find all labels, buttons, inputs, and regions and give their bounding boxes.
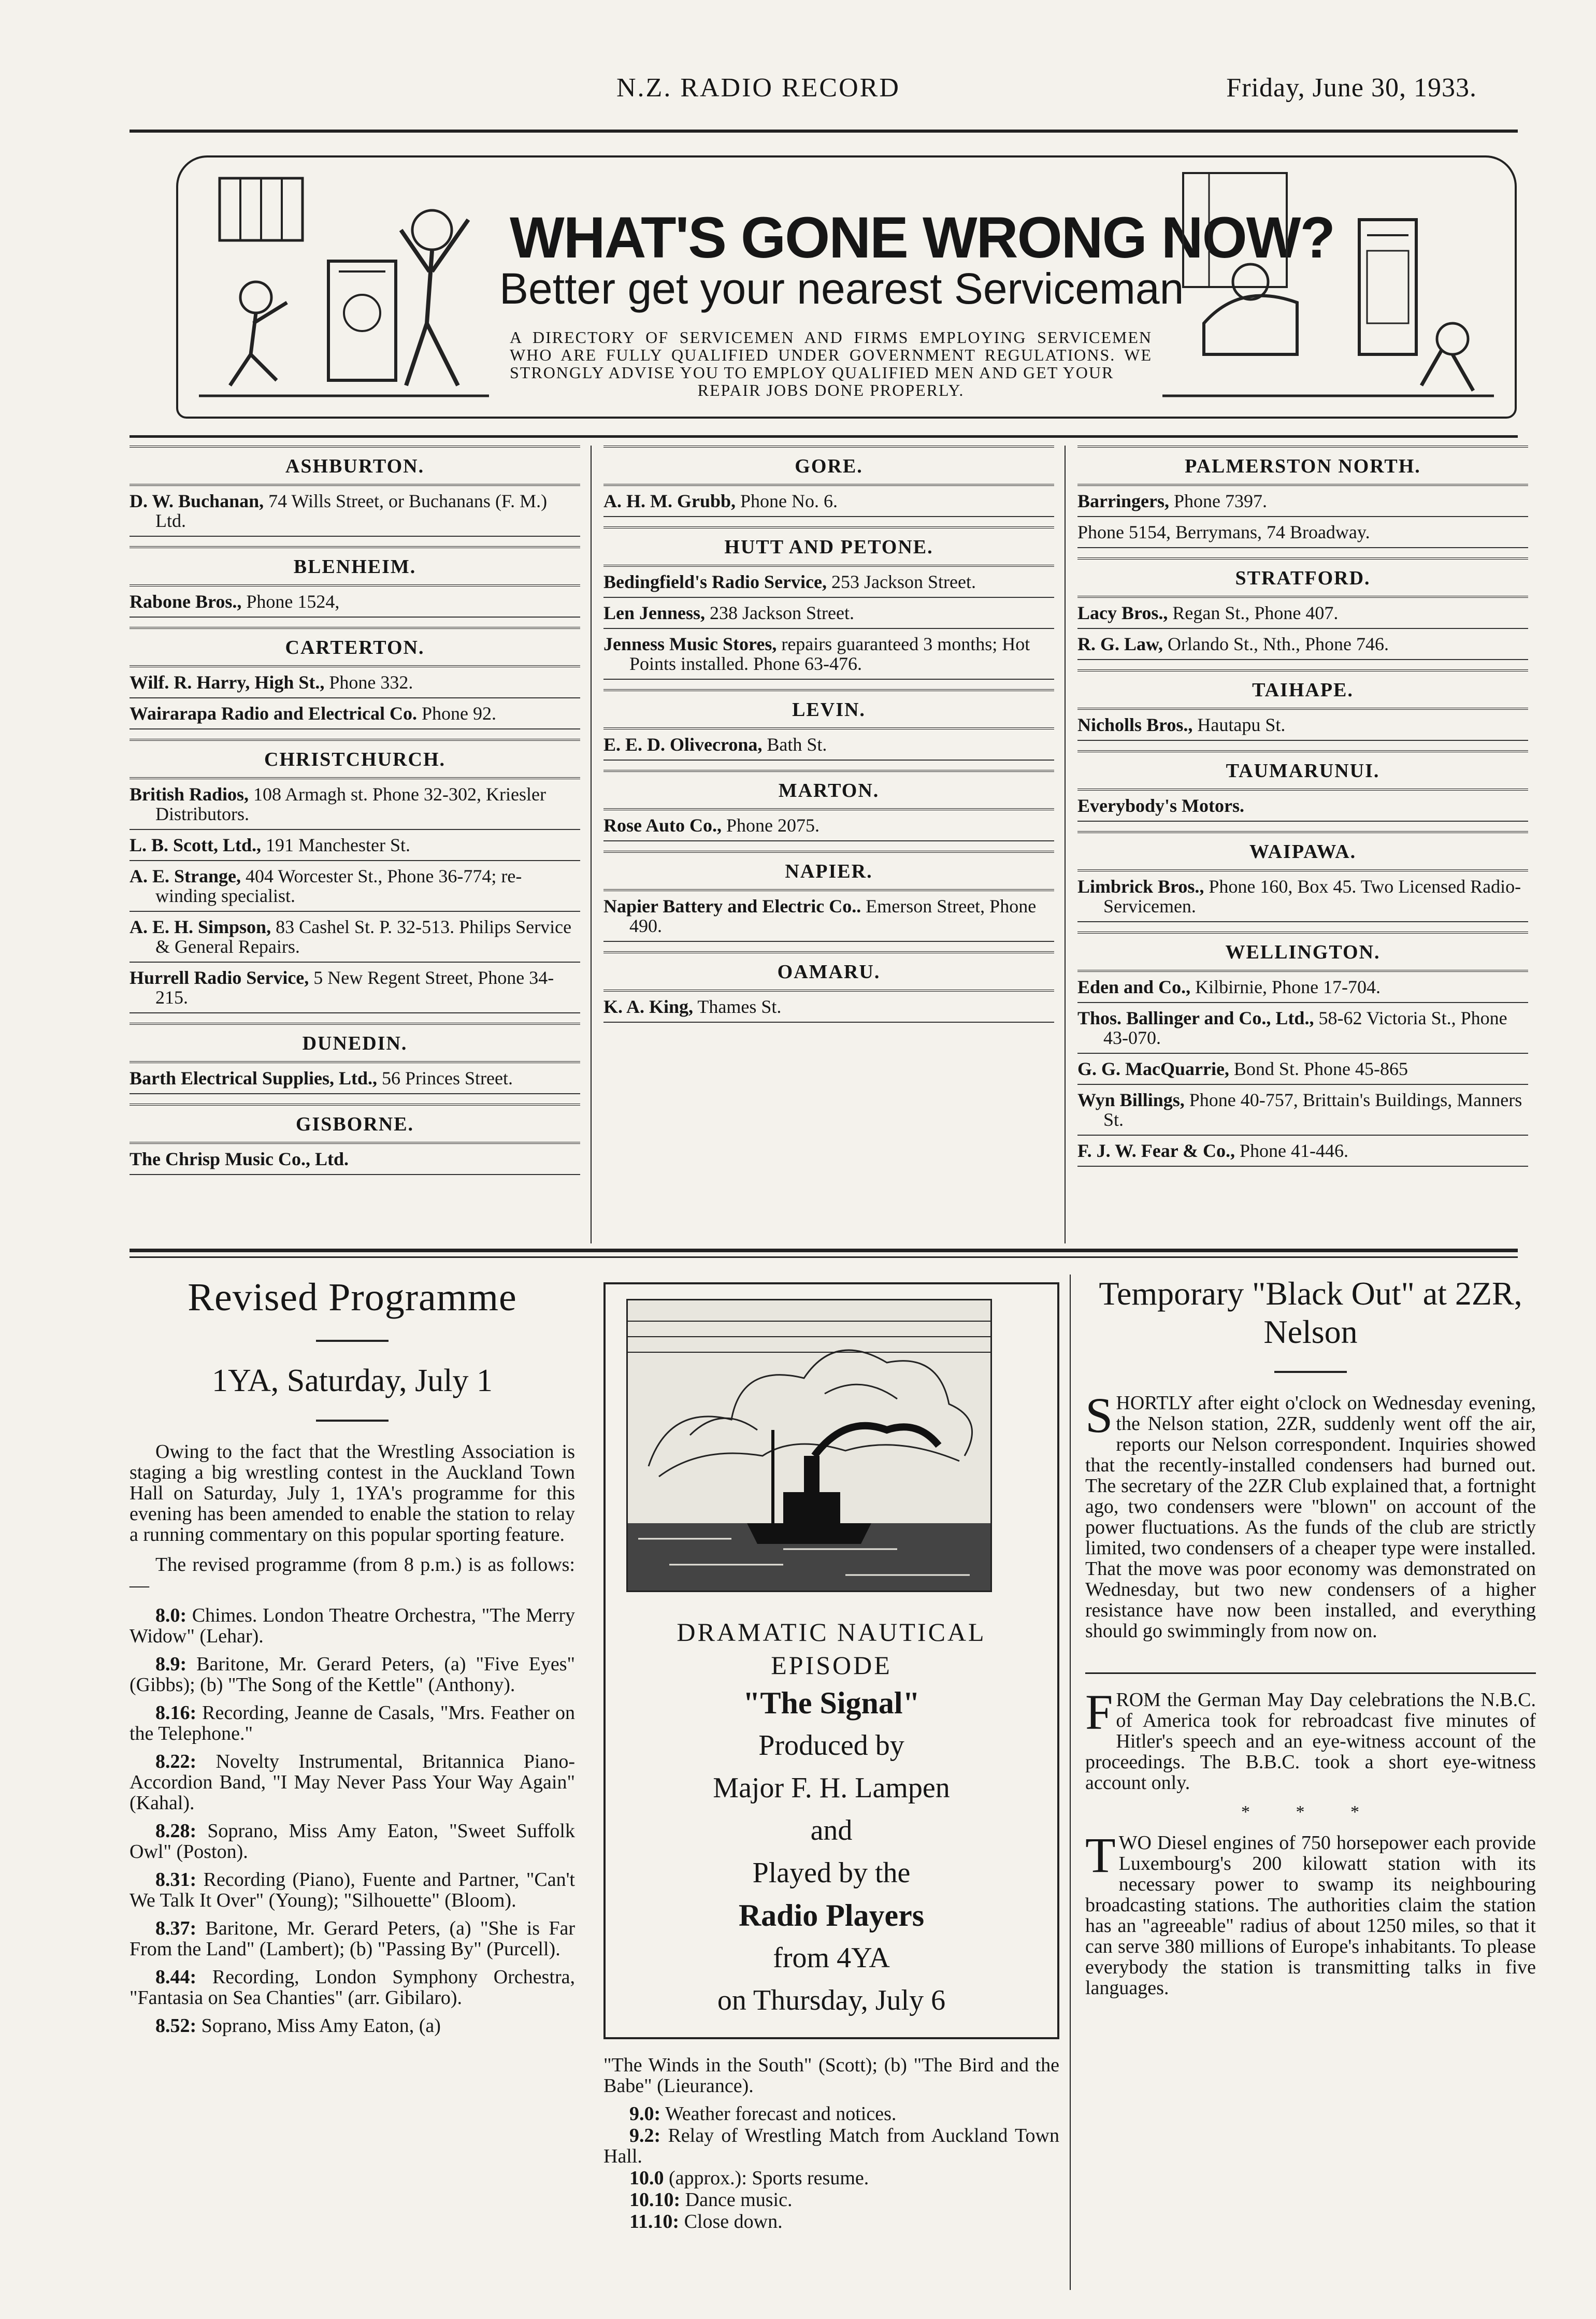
right-column: [1085, 1275, 1536, 2008]
programme-detail: Relay of Wrestling Match from Auckland Town Hall.: [603, 2125, 1059, 2167]
may-day-paragraph: [1085, 1684, 1536, 1794]
blackout-headline: Temporary "Black Out" at 2ZR, Nelson: [1099, 1275, 1522, 1350]
programme-time: 8.37:: [155, 1917, 197, 1939]
business-name: Everybody's Motors.: [1077, 795, 1244, 816]
advert-line: Produced by: [758, 1729, 904, 1762]
town-heading: LEVIN.: [603, 689, 1054, 729]
programme-time: 8.0:: [155, 1605, 187, 1626]
programme-detail: Baritone, Mr. Gerard Peters, (a) "She is Far From the Land" (Lambert); (b) "Passing By" (Purcell).: [130, 1917, 575, 1960]
business-details: 56 Princes Street.: [377, 1068, 513, 1089]
programme-detail: Dance music.: [680, 2189, 793, 2211]
article-intro-2: The revised programme (from 8 p.m.) is as follows:—: [130, 1554, 575, 1596]
programme-detail: Recording (Piano), Fuente and Partner, "Can't We Talk It Over" (Young); "Silhouette" (Bloom).: [130, 1869, 575, 1911]
the-signal-advert: [603, 1282, 1059, 2039]
programme-detail: Weather forecast and notices.: [660, 2103, 897, 2125]
business-details: repairs guaranteed 3 months; Hot Points installed. Phone 63-476.: [629, 634, 1030, 674]
business-name: G. G. MacQuarrie,: [1077, 1058, 1229, 1079]
advert-line: on Thursday, July 6: [717, 1984, 946, 2016]
town-heading: OAMARU.: [603, 951, 1054, 992]
programme-time: 8.52:: [155, 2015, 197, 2037]
directory-entry: [1077, 1136, 1528, 1167]
town-heading: PALMERSTON NORTH.: [1077, 446, 1528, 486]
programme-continuation: "The Winds in the South" (Scott); (b) "The Bird and the Babe" (Lieurance).: [603, 2054, 1059, 2097]
programme-item: [130, 1869, 575, 1911]
business-name: British Radios,: [130, 784, 249, 805]
banner-bottom-rule: [130, 435, 1518, 438]
directory-entry: [130, 779, 580, 830]
cartoon-right-illustration: [1162, 168, 1494, 406]
programme-item: [130, 1751, 575, 1813]
business-name: Wilf. R. Harry, High St.,: [130, 672, 325, 693]
town-heading: HUTT AND PETONE.: [603, 526, 1054, 567]
directory-entry: [603, 629, 1054, 680]
advert-line: Radio Players: [738, 1898, 925, 1932]
business-details: 5 New Regent Street, Phone 34-215.: [155, 967, 554, 1008]
programme-detail: Soprano, Miss Amy Eaton, (a): [196, 2015, 441, 2037]
masthead-rule: [130, 130, 1518, 133]
drop-cap: F: [1085, 1684, 1113, 1740]
lower-column-divider: [1070, 1275, 1071, 2290]
programme-detail: Recording, London Symphony Orchestra, "Fantasia on Sea Chanties" (arr. Gibilaro).: [130, 1966, 575, 2009]
advert-line: "The Signal": [743, 1686, 920, 1720]
business-name: Limbrick Bros.,: [1077, 876, 1204, 897]
programme-list-continued: [603, 2103, 1059, 2232]
banner-directory-text: [510, 328, 1152, 399]
programme-time: 8.28:: [155, 1820, 197, 1842]
business-name: Wairarapa Radio and Electrical Co.: [130, 703, 417, 724]
business-name: Eden and Co.,: [1077, 977, 1191, 997]
business-details: Phone 92.: [416, 703, 496, 724]
advert-line: and: [810, 1814, 853, 1846]
directory-entry: [603, 598, 1054, 629]
programme-detail: Close down.: [679, 2211, 783, 2232]
programme-detail: Soprano, Miss Amy Eaton, "Sweet Suffolk Owl" (Poston).: [130, 1820, 575, 1863]
advert-line: Major F. H. Lampen: [713, 1772, 950, 1804]
section-rule: [1085, 1672, 1536, 1674]
business-name: Jenness Music Stores,: [603, 634, 777, 654]
advert-line: DRAMATIC NAUTICAL: [677, 1617, 986, 1647]
publication-title: N.Z. RADIO RECORD: [616, 73, 900, 103]
directory-entry: [130, 830, 580, 861]
business-details: Regan St., Phone 407.: [1168, 603, 1339, 623]
middle-column: [603, 1282, 1059, 2233]
directory-entry: [1077, 486, 1528, 517]
business-name: Barth Electrical Supplies, Ltd.,: [130, 1068, 378, 1089]
business-details: Phone 1524,: [241, 591, 340, 612]
business-details: Phone 41-446.: [1235, 1140, 1349, 1161]
column-divider: [591, 446, 592, 1243]
business-details: 238 Jackson Street.: [705, 603, 854, 623]
paragraph-text: ROM the German May Day celebrations the N.B.C. of America took for rebroadcast five minutes of Hitler's speech and an eye-witness account of the proceedings. The B.B.C. took a short eye-witness account only.: [1085, 1689, 1536, 1794]
town-heading: NAPIER.: [603, 851, 1054, 891]
business-name: E. E. D. Olivecrona,: [603, 734, 763, 755]
directory-description-last: REPAIR JOBS DONE PROPERLY.: [697, 381, 965, 399]
article-intro: Owing to the fact that the Wrestling Association is staging a big wrestling contest in the Auckland Town Hall on Saturday, July 1, 1YA's programme for this evening has been amended to enable the station to relay a running commentary on this popular sporting feature.: [130, 1441, 575, 1545]
paragraph-text: WO Diesel engines of 750 horsepower each provide Luxembourg's 200 kilowatt station with its necessary power to swamp its neighbouring broadcasting stations. The authorities claim the station has an "agreeable" radius of about 1250 miles, so that it can serve 380 millions of Europe's inhabitants. To please everybody the station is transmitting talks in five languages.: [1085, 1832, 1536, 1999]
town-heading: DUNEDIN.: [130, 1023, 580, 1063]
business-details: 108 Armagh st. Phone 32-302, Kriesler Distributors.: [155, 784, 546, 824]
business-name: The Chrisp Music Co., Ltd.: [130, 1149, 349, 1169]
programme-item: [130, 1605, 575, 1647]
directory-entry: [1077, 629, 1528, 660]
programme-item: [603, 2211, 1059, 2232]
directory-bottom-rule: [130, 1256, 1518, 1258]
advert-text: [626, 1615, 1037, 2022]
directory-entry: [130, 963, 580, 1013]
business-details: Bond St. Phone 45-865: [1229, 1058, 1408, 1079]
business-details: 58-62 Victoria St., Phone 43-070.: [1103, 1008, 1507, 1048]
directory-entry: [603, 810, 1054, 841]
directory-entry: [1077, 871, 1528, 922]
directory-entry: [1077, 517, 1528, 548]
directory-entry: [130, 586, 580, 618]
business-name: F. J. W. Fear & Co.,: [1077, 1140, 1235, 1161]
programme-time: 10.10:: [629, 2189, 681, 2211]
directory-description: A DIRECTORY OF SERVICEMEN AND FIRMS EMPLOYING SERVICEMEN WHO ARE FULLY QUALIFIED UNDER GOVERNMENT REGULATIONS. WE STRONGLY ADVISE YOU TO EMPLOY QUALIFIED MEN AND GET YOUR: [510, 328, 1152, 382]
programme-item: [603, 2103, 1059, 2124]
directory-entry: [1077, 598, 1528, 629]
directory-entry: [130, 486, 580, 537]
headline-rule: [316, 1340, 389, 1342]
programme-time: 8.44:: [155, 1966, 197, 1988]
business-details: Phone No. 6.: [736, 491, 838, 511]
directory-bottom-rule: [130, 1249, 1518, 1252]
programme-time: 9.0:: [629, 2103, 661, 2125]
business-name: A. E. Strange,: [130, 866, 241, 886]
business-details: Phone 7397.: [1169, 491, 1267, 511]
town-heading: WELLINGTON.: [1077, 932, 1528, 972]
town-heading: TAUMARUNUI.: [1077, 750, 1528, 791]
programme-time: 8.9:: [155, 1653, 187, 1675]
business-details: Phone 40-757, Brittain's Buildings, Manners St.: [1103, 1090, 1522, 1130]
business-details: Kilbirnie, Phone 17-704.: [1190, 977, 1381, 997]
business-name: Bedingfield's Radio Service,: [603, 571, 827, 592]
programme-item: [130, 2015, 575, 2036]
programme-time: 11.10:: [629, 2211, 680, 2232]
directory-entry: [603, 567, 1054, 598]
business-name: D. W. Buchanan,: [130, 491, 264, 511]
business-details: 74 Wills Street, or Buchanans (F. M.) Ltd.: [155, 491, 548, 531]
programme-time: 10.0: [629, 2167, 664, 2189]
banner-subheadline: Better get your nearest Serviceman: [499, 264, 1184, 313]
business-details: 404 Worcester St., Phone 36-774; re-winding specialist.: [155, 866, 522, 906]
directory-entry: [1077, 1054, 1528, 1085]
business-details: 253 Jackson Street.: [827, 571, 976, 592]
article-headline: Revised Programme: [188, 1276, 517, 1319]
issue-date: Friday, June 30, 1933.: [1226, 73, 1477, 103]
advert-line: Played by the: [752, 1857, 911, 1889]
programme-item: [603, 2168, 1059, 2188]
town-heading: GORE.: [603, 446, 1054, 486]
section-stars: * * *: [1241, 1802, 1380, 1822]
directory-entry: [1077, 791, 1528, 822]
directory-entry: [1077, 972, 1528, 1003]
programme-time: 8.31:: [155, 1869, 197, 1891]
masthead: [0, 73, 1596, 114]
business-details: Orlando St., Nth., Phone 746.: [1163, 634, 1389, 654]
revised-programme-article: [130, 1275, 575, 2043]
business-details: Thames St.: [693, 996, 782, 1017]
town-heading: WAIPAWA.: [1077, 831, 1528, 871]
town-heading: BLENHEIM.: [130, 546, 580, 586]
business-name: Rabone Bros.,: [130, 591, 242, 612]
business-details: 83 Cashel St. P. 32-513. Philips Service & General Repairs.: [155, 917, 572, 957]
programme-item: [130, 1918, 575, 1959]
town-heading: ASHBURTON.: [130, 446, 580, 486]
cartoon-left-illustration: [199, 168, 489, 406]
business-details: Phone 332.: [324, 672, 413, 693]
business-details: Phone 5154, Berrymans, 74 Broadway.: [1077, 522, 1370, 542]
directory-column-1: [130, 446, 580, 1175]
blackout-paragraph: [1085, 1387, 1536, 1642]
programme-time: 8.22:: [155, 1751, 197, 1772]
serviceman-banner: [176, 155, 1517, 419]
business-name: Thos. Ballinger and Co., Ltd.,: [1077, 1008, 1314, 1028]
business-details: Phone 2075.: [722, 815, 820, 836]
programme-detail: (approx.): Sports resume.: [664, 2167, 869, 2189]
programme-list: [130, 1605, 575, 2036]
directory-entry: [603, 729, 1054, 761]
directory-entry: [1077, 710, 1528, 741]
directory-entry: [130, 667, 580, 698]
programme-item: [603, 2189, 1059, 2210]
directory-entry: [1077, 1003, 1528, 1054]
directory-entry: [130, 698, 580, 729]
business-name: Napier Battery and Electric Co..: [603, 896, 861, 917]
article-subhead: 1YA, Saturday, July 1: [212, 1363, 493, 1398]
town-heading: GISBORNE.: [130, 1104, 580, 1144]
business-details: Phone 160, Box 45. Two Licensed Radio-Servicemen.: [1103, 876, 1521, 917]
advert-line: from 4YA: [773, 1942, 890, 1974]
business-name: Rose Auto Co.,: [603, 815, 722, 836]
luxembourg-paragraph: [1085, 1827, 1536, 1999]
programme-item: [130, 1702, 575, 1744]
business-details: 191 Manchester St.: [261, 835, 410, 855]
drop-cap: S: [1085, 1387, 1113, 1443]
directory-entry: [1077, 1085, 1528, 1136]
banner-headline: WHAT'S GONE WRONG NOW?: [510, 205, 1334, 270]
programme-item: [130, 1654, 575, 1695]
town-heading: CARTERTON.: [130, 627, 580, 667]
programme-time: 8.16:: [155, 1702, 197, 1724]
drop-cap: T: [1085, 1827, 1116, 1883]
business-name: Wyn Billings,: [1077, 1090, 1185, 1110]
town-heading: CHRISTCHURCH.: [130, 739, 580, 779]
directory-entry: [130, 1144, 580, 1175]
ship-illustration: [626, 1299, 992, 1592]
business-details: Hautapu St.: [1192, 714, 1286, 735]
town-heading: STRATFORD.: [1077, 557, 1528, 598]
subhead-rule: [316, 1420, 389, 1422]
business-name: R. G. Law,: [1077, 634, 1163, 654]
business-name: A. E. H. Simpson,: [130, 917, 271, 937]
advert-line: EPISODE: [771, 1651, 892, 1680]
headline-rule: [1274, 1371, 1347, 1373]
business-name: A. H. M. Grubb,: [603, 491, 736, 511]
business-name: Barringers,: [1077, 491, 1169, 511]
programme-detail: Baritone, Mr. Gerard Peters, (a) "Five Eyes" (Gibbs); (b) "The Song of the Kettle" (Anthony).: [130, 1653, 575, 1696]
directory-entry: [130, 1063, 580, 1094]
business-details: Emerson Street, Phone 490.: [629, 896, 1037, 936]
programme-item: [603, 2125, 1059, 2167]
directory-entry: [603, 992, 1054, 1023]
business-details: Bath St.: [762, 734, 827, 755]
business-name: Hurrell Radio Service,: [130, 967, 309, 988]
business-name: Nicholls Bros.,: [1077, 714, 1193, 735]
column-divider: [1065, 446, 1066, 1243]
directory-entry: [130, 861, 580, 912]
programme-detail: Recording, Jeanne de Casals, "Mrs. Feather on the Telephone.": [130, 1702, 575, 1744]
town-heading: MARTON.: [603, 770, 1054, 810]
directory-entry: [603, 891, 1054, 942]
programme-item: [130, 1967, 575, 2008]
programme-item: [130, 1821, 575, 1862]
programme-detail: Chimes. London Theatre Orchestra, "The Merry Widow" (Lehar).: [130, 1605, 575, 1647]
directory-entry: [130, 912, 580, 963]
business-name: L. B. Scott, Ltd.,: [130, 835, 262, 855]
directory-column-3: [1077, 446, 1528, 1167]
town-heading: TAIHAPE.: [1077, 669, 1528, 710]
business-name: Len Jenness,: [603, 603, 706, 623]
business-name: Lacy Bros.,: [1077, 603, 1168, 623]
programme-detail: Novelty Instrumental, Britannica Piano-Accordion Band, "I May Never Pass Your Way Again" (Kahal).: [130, 1751, 575, 1814]
directory-column-2: [603, 446, 1054, 1023]
paragraph-text: HORTLY after eight o'clock on Wednesday evening, the Nelson station, 2ZR, suddenly went off the air, reports our Nelson correspondent. Inquiries showed that the recently-installed condensers had burned out. The secretary of the 2ZR Club explained that, a fortnight ago, two condensers were "blown" on account of the power fluctuations. As the funds of the club are strictly limited, two condensers of a cheaper type were installed. That the move was poor economy was demonstrated on Wednesday, but two new condensers of a higher resistance have now been installed, and everything should go swimmingly from now on.: [1085, 1392, 1536, 1642]
business-name: K. A. King,: [603, 996, 694, 1017]
directory-entry: [603, 486, 1054, 517]
programme-time: 9.2:: [629, 2125, 661, 2146]
